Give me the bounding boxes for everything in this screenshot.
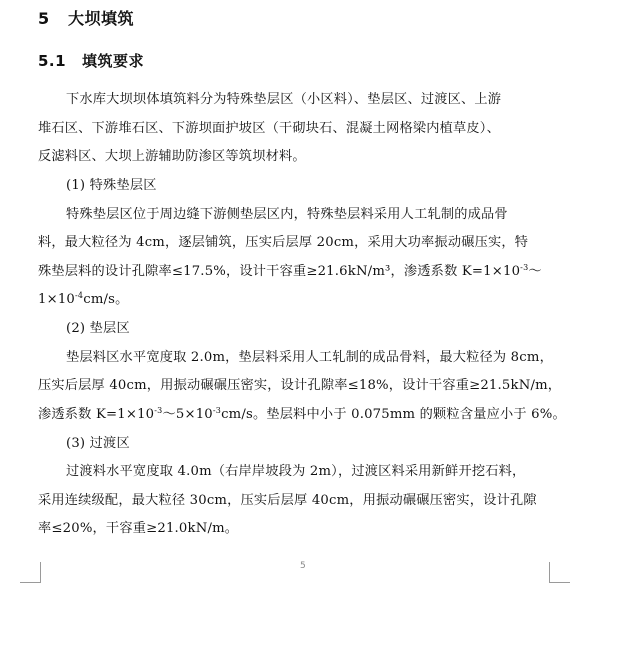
subsection-heading: (1) 特殊垫层区	[66, 178, 157, 193]
chapter-number: 5	[38, 9, 50, 28]
text-run: ～	[528, 264, 542, 279]
paragraph-line	[38, 291, 129, 309]
chapter-title: 大坝填筑	[68, 9, 135, 28]
paragraph-line: 料，最大粒径为 4cm，逐层铺筑，压实后层厚 20cm，采用大功率振动碾压实，特	[38, 235, 529, 250]
paragraph-line: 垫层料区水平宽度取 2.0m，垫层料采用人工轧制的成品骨料，最大粒径为 8cm，	[66, 350, 553, 365]
text-run: cm/s。垫层料中小于 0.075mm 的颗粒含量应小于 6%。	[221, 407, 566, 422]
paragraph-line: 率≤20%，干容重≥21.0kN/m。	[38, 521, 239, 536]
text-run: 殊垫层料的设计孔隙率≤17.5%，设计干容重≥21.6kN/m³，渗透系数 K=1×10	[38, 264, 521, 279]
text-run: 1×10	[38, 292, 76, 307]
exponent: -3	[154, 406, 163, 415]
subsection-heading: (3) 过渡区	[66, 436, 130, 451]
exponent: -3	[212, 406, 222, 415]
paragraph-line: 下水库大坝坝体填筑料分为特殊垫层区（小区料）、垫层区、过渡区、上游	[66, 92, 502, 107]
section-number: 5.1	[38, 52, 67, 70]
paragraph-line	[38, 263, 542, 281]
text-run: 渗透系数 K=1×10	[38, 407, 155, 422]
subsection-heading: (2) 垫层区	[66, 321, 130, 336]
page-corner-mark-right	[549, 562, 570, 583]
paragraph-line	[38, 406, 566, 424]
paragraph-line: 堆石区、下游堆石区、下游坝面护坡区（干砌块石、混凝土网格梁内植草皮）、	[38, 121, 500, 136]
page-corner-mark-left	[20, 562, 41, 583]
section-title: 填筑要求	[82, 52, 145, 70]
paragraph-line: 特殊垫层区位于周边缝下游侧垫层区内，特殊垫层料采用人工轧制的成品骨	[66, 207, 508, 222]
exponent: -4	[75, 291, 84, 300]
paragraph-line: 采用连续级配，最大粒径 30cm，压实后层厚 40cm，用振动碾碾压密实，设计孔隙	[38, 493, 537, 508]
text-run: cm/s。	[83, 292, 129, 307]
paragraph-line: 过渡料水平宽度取 4.0m（右岸岸坡段为 2m），过渡区料采用新鲜开挖石料，	[66, 464, 526, 479]
section-heading	[38, 50, 144, 71]
exponent: -3	[520, 263, 529, 272]
chapter-heading	[38, 6, 134, 29]
paragraph-line: 反滤料区、大坝上游辅助防渗区等筑坝材料。	[38, 149, 306, 164]
text-run: ～5×10	[162, 407, 213, 422]
paragraph-line: 压实后层厚 40cm，用振动碾碾压密实，设计孔隙率≤18%，设计干容重≥21.5kN/m，	[38, 378, 562, 393]
page-number: 5	[300, 561, 306, 571]
